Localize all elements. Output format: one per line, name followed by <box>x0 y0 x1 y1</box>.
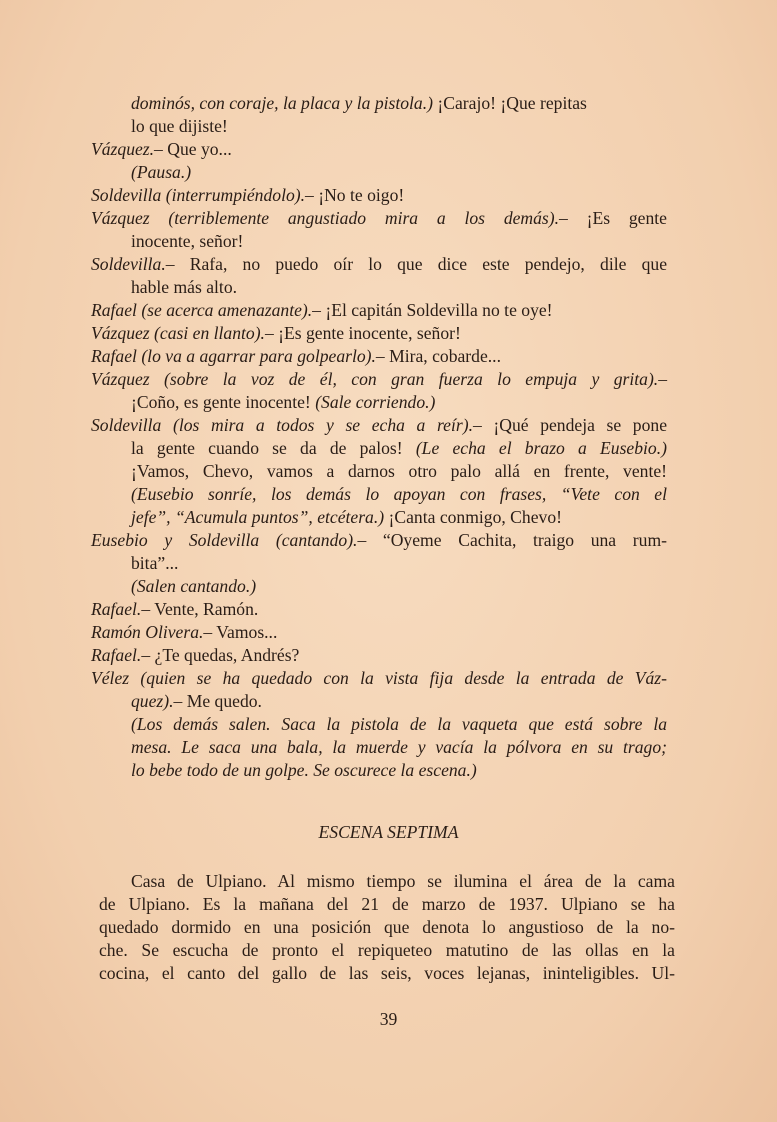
text-line: Soldevilla (los mira a todos y se echa a reír).– ¡Qué pendeja se pone <box>91 415 668 435</box>
paragraph-line: cocina, el canto del gallo de las seis, voces lejanas, ininteligibles. Ul- <box>99 963 675 983</box>
text-line: quez).– Me quedo. <box>131 691 262 711</box>
text-line: inocente, señor! <box>131 231 244 251</box>
text-line: Vázquez (terriblemente angustiado mira a los demás).– ¡Es gente <box>91 208 667 228</box>
paragraph-line: quedado dormido en una posición que denota lo angustioso de la no- <box>99 917 675 937</box>
paragraph-line: de Ulpiano. Es la mañana del 21 de marzo de 1937. Ulpiano se ha <box>99 894 675 914</box>
text-line: dominós, con coraje, la placa y la pistola.) ¡Carajo! ¡Que repitas <box>131 93 587 113</box>
text-line: (Los demás salen. Saca la pistola de la vaqueta que está sobre la <box>131 714 667 734</box>
text-line: Vázquez (sobre la voz de él, con gran fuerza lo empuja y grita).– <box>91 369 667 389</box>
text-line: Soldevilla.– Rafa, no puedo oír lo que dice este pendejo, dile que <box>91 254 667 274</box>
text-line: Rafael.– Vente, Ramón. <box>91 599 259 619</box>
text-line: Vázquez.– Que yo... <box>91 139 232 159</box>
text-line: la gente cuando se da de palos! (Le echa el brazo a Eusebio.) <box>131 438 667 458</box>
text-line: ¡Vamos, Chevo, vamos a darnos otro palo allá en frente, vente! <box>131 461 667 481</box>
paragraph-line: che. Se escucha de pronto el repiqueteo matutino de las ollas en la <box>99 940 675 960</box>
text-line: Vázquez (casi en llanto).– ¡Es gente inocente, señor! <box>91 323 461 343</box>
text-line: Eusebio y Soldevilla (cantando).– “Oyeme Cachita, traigo una rum- <box>91 530 667 550</box>
text-line: Ramón Olivera.– Vamos... <box>91 622 278 642</box>
text-line: mesa. Le saca una bala, la muerde y vacía la pólvora en su trago; <box>131 737 667 757</box>
text-line: bita”... <box>131 553 179 573</box>
text-line: (Salen cantando.) <box>131 576 257 596</box>
text-line: Rafael (lo va a agarrar para golpearlo).– Mira, cobarde... <box>91 346 501 366</box>
page-number: 39 <box>379 1009 398 1029</box>
text-line: Vélez (quien se ha quedado con la vista fija desde la entrada de Váz- <box>91 668 667 688</box>
scene-heading: ESCENA SEPTIMA <box>318 822 459 842</box>
text-line: (Pausa.) <box>131 162 192 182</box>
text-line: lo bebe todo de un golpe. Se oscurece la escena.) <box>131 760 477 780</box>
text-line: hable más alto. <box>131 277 238 297</box>
text-line: Rafael (se acerca amenazante).– ¡El capitán Soldevilla no te oye! <box>91 300 553 320</box>
text-line: lo que dijiste! <box>131 116 228 136</box>
text-line: ¡Coño, es gente inocente! (Sale corriendo.) <box>131 392 436 412</box>
text-line: Rafael.– ¿Te quedas, Andrés? <box>91 645 300 665</box>
text-line: (Eusebio sonríe, los demás lo apoyan con frases, “Vete con el <box>131 484 667 504</box>
text-line: jefe”, “Acumula puntos”, etcétera.) ¡Canta conmigo, Chevo! <box>131 507 562 527</box>
text-line: Soldevilla (interrumpiéndolo).– ¡No te oigo! <box>91 185 405 205</box>
paragraph-line: Casa de Ulpiano. Al mismo tiempo se ilumina el área de la cama <box>131 871 675 891</box>
